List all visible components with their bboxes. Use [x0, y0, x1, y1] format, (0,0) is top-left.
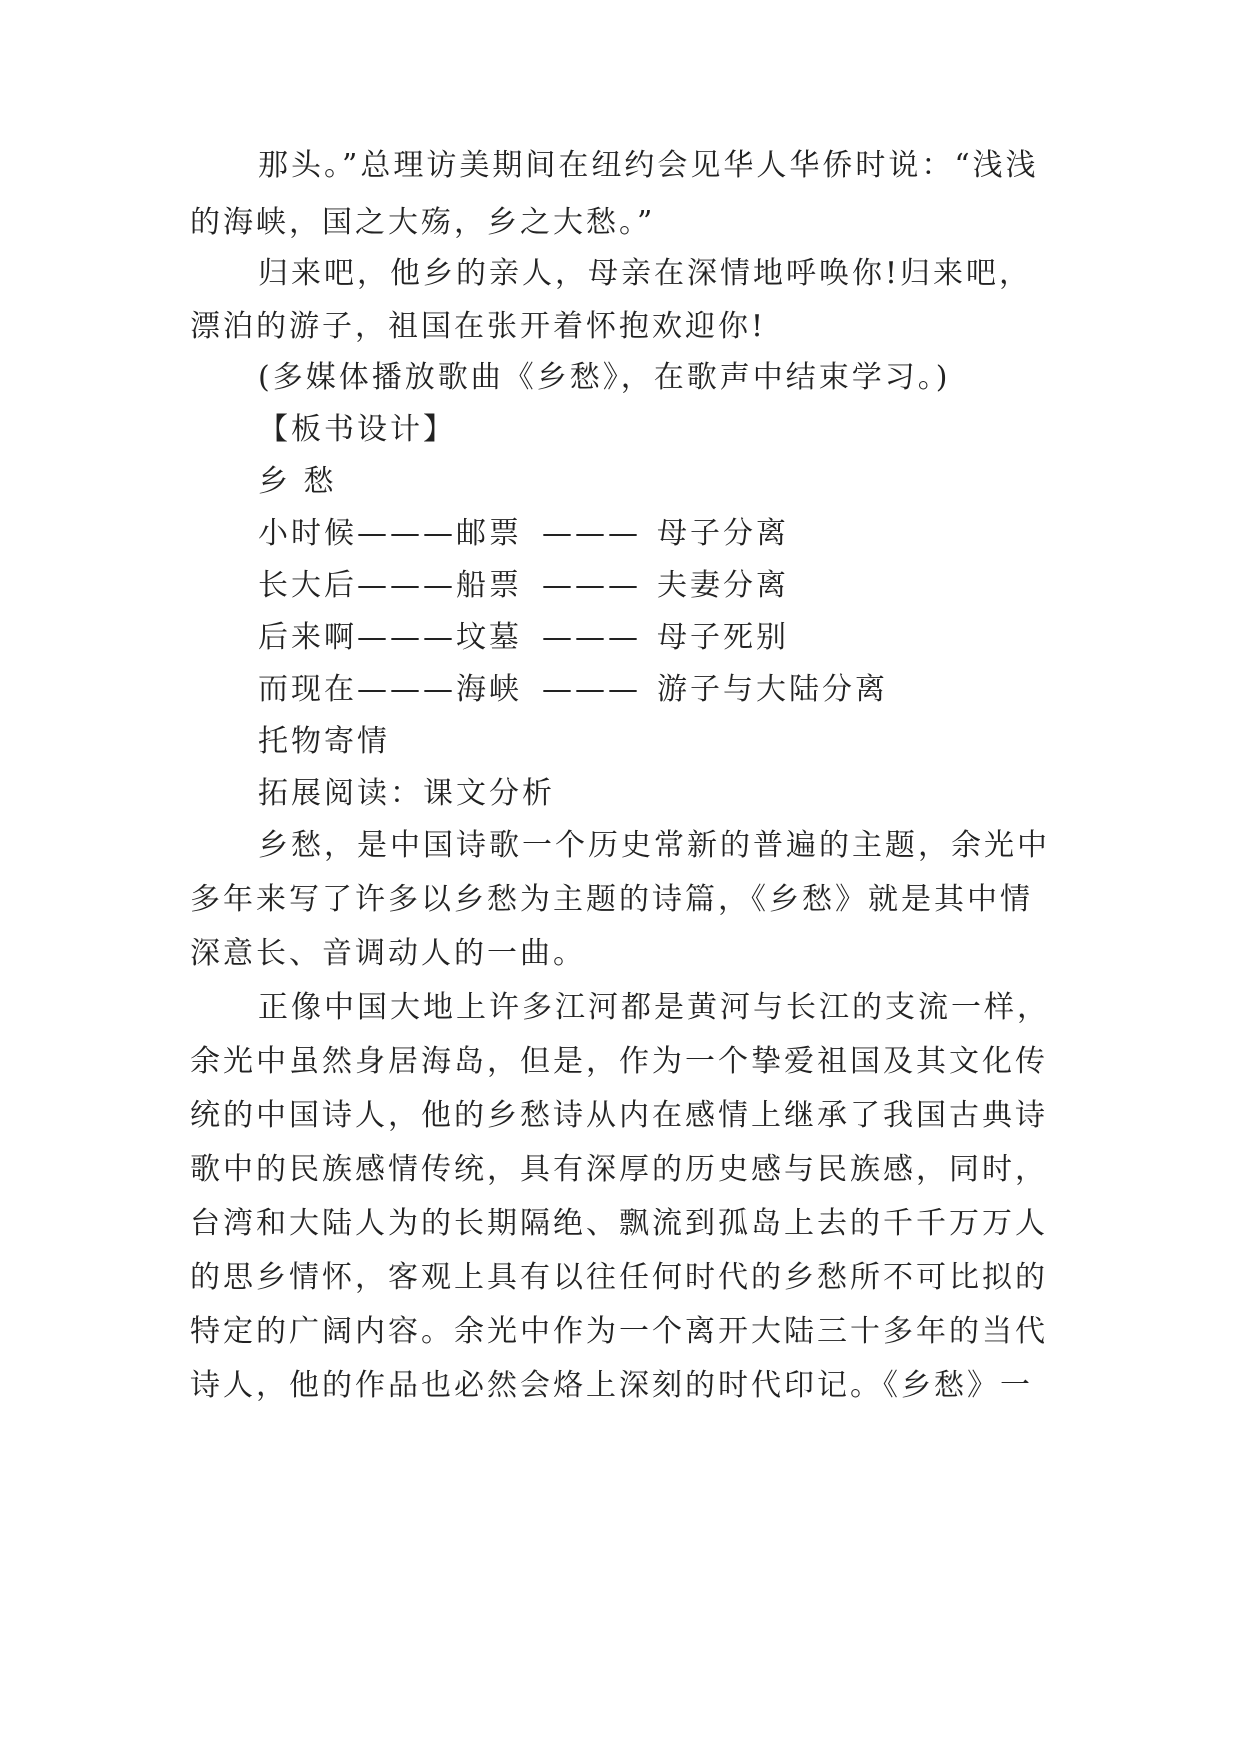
board-row-meaning: 游子与大陆分离 [657, 672, 888, 707]
extended-reading-heading: 拓展阅读：课文分析 [258, 776, 555, 811]
board-heading: 【板书设计】 [258, 412, 456, 447]
paragraph-line: 归来吧，他乡的亲人，母亲在深情地呼唤你!归来吧， [258, 256, 1033, 291]
board-row-meaning: 夫妻分离 [657, 568, 789, 603]
paragraph-line: 深意长、音调动人的一曲。 [190, 936, 586, 971]
paragraph-line: 正像中国大地上许多江河都是黄河与长江的支流一样， [258, 990, 1050, 1025]
multimedia-note: (多媒体播放歌曲《乡愁》，在歌声中结束学习。) [258, 360, 951, 395]
board-theme: 托物寄情 [258, 724, 390, 759]
board-row-period: 小时候———邮票 [258, 516, 522, 551]
paragraph-line: 乡愁，是中国诗歌一个历史常新的普遍的主题，余光中 [258, 828, 1050, 863]
paragraph-line: 特定的广阔内容。余光中作为一个离开大陆三十多年的当代 [190, 1314, 1048, 1349]
paragraph-line: 的海峡，国之大殇，乡之大愁。” [190, 205, 656, 240]
board-row-dash: ——— [542, 516, 641, 551]
paragraph-line: 歌中的民族感情传统，具有深厚的历史感与民族感，同时， [190, 1152, 1048, 1187]
board-row [258, 514, 789, 554]
board-row [258, 670, 888, 710]
paragraph-line: 台湾和大陆人为的长期隔绝、飘流到孤岛上去的千千万万人 [190, 1206, 1048, 1241]
paragraph-line: 统的中国诗人，他的乡愁诗从内在感情上继承了我国古典诗 [190, 1098, 1048, 1133]
board-title: 乡 愁 [258, 464, 337, 499]
board-row [258, 566, 789, 606]
paragraph-line: 多年来写了许多以乡愁为主题的诗篇，《乡愁》就是其中情 [190, 882, 1033, 917]
board-row-meaning: 母子分离 [657, 516, 789, 551]
paragraph-line: 漂泊的游子，祖国在张开着怀抱欢迎你! [190, 309, 767, 344]
paragraph-line: 诗人，他的作品也必然会烙上深刻的时代印记。《乡愁》一 [190, 1368, 1033, 1403]
paragraph-line: 余光中虽然身居海岛，但是，作为一个挚爱祖国及其文化传 [190, 1044, 1048, 1079]
board-row-meaning: 母子死别 [657, 620, 789, 655]
board-row-dash: ——— [542, 672, 641, 707]
board-row-dash: ——— [542, 568, 641, 603]
board-row-period: 长大后———船票 [258, 568, 522, 603]
board-row-dash: ——— [542, 620, 641, 655]
board-row-period: 后来啊———坟墓 [258, 620, 522, 655]
paragraph-line: 那头。”总理访美期间在纽约会见华人华侨时说：“浅浅 [258, 148, 1039, 183]
board-row-period: 而现在———海峡 [258, 672, 522, 707]
paragraph-line: 的思乡情怀，客观上具有以往任何时代的乡愁所不可比拟的 [190, 1260, 1048, 1295]
board-row [258, 618, 789, 658]
